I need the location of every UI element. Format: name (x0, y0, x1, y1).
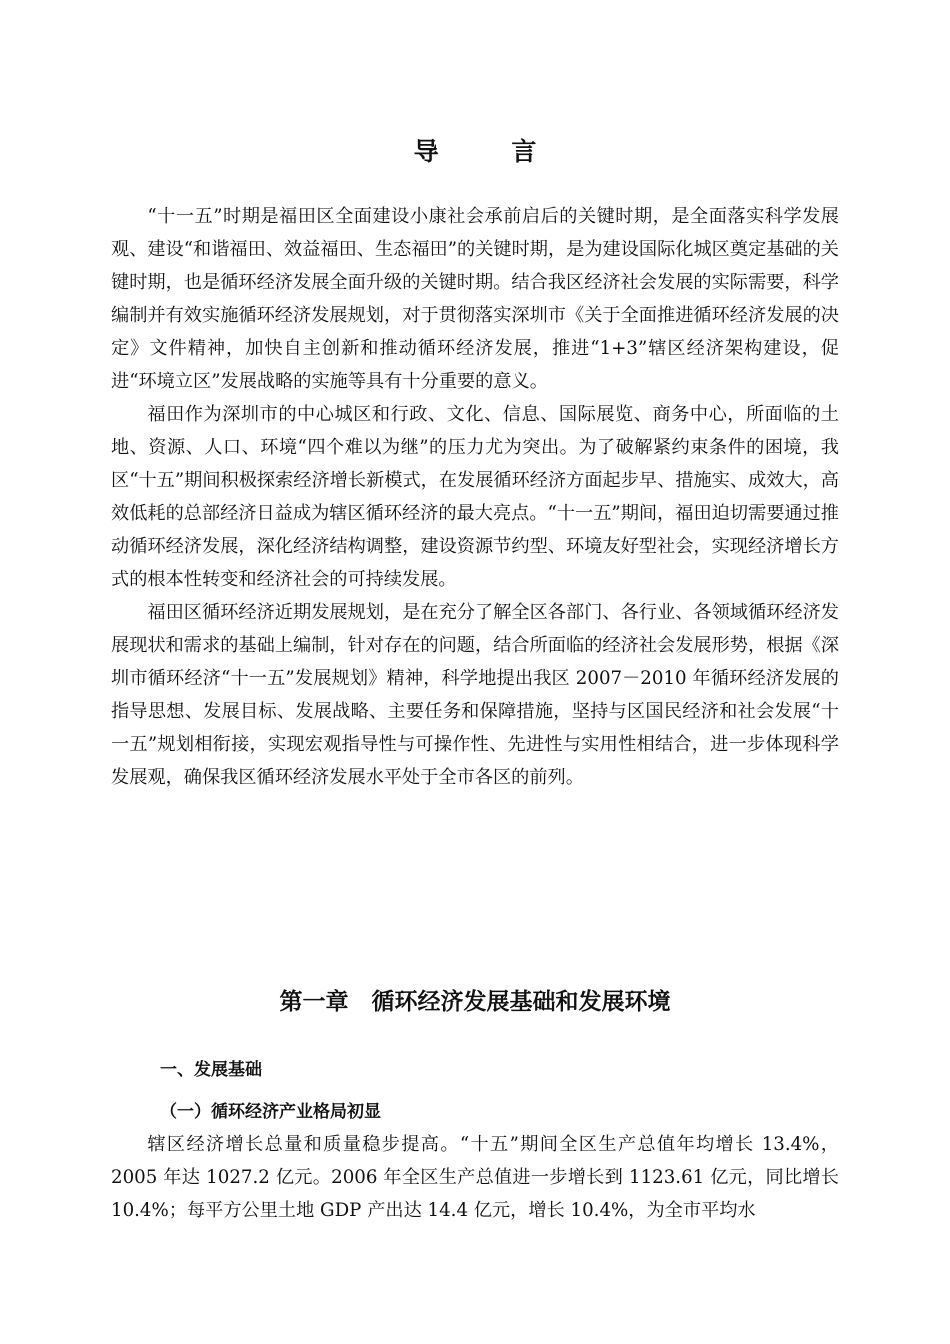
intro-paragraph-1: “十一五”时期是福田区全面建设小康社会承前启后的关键时期，是全面落实科学发展观、建设“和谐福田、效益福田、生态福田”的关键时期，是为建设国际化城区奠定基础的关键时期，也是循环经济发展全面升级的关键时期。结合我区经济社会发展的实际需要，科学编制并有效实施循环经济发展规划，对于贯彻落实深圳市《关于全面推进循环经济发展的决定》文件精神，加快自主创新和推动循环经济发展，推进“1+3”辖区经济架构建设，促进“环境立区”发展战略的实施等具有十分重要的意义。 (111, 206, 839, 392)
chapter-paragraph-1: 辖区经济增长总量和质量稳步提高。“十五”期间全区生产总值年均增长 13.4%，2005 年达 1027.2 亿元。2006 年全区生产总值进一步增长到 1123.61 亿元，同比增长 10.4%；每平方公里土地 GDP 产出达 14.4 亿元，增长 10.4%，为全市平均水 (111, 1134, 839, 1221)
intro-paragraph-2: 福田作为深圳市的中心城区和行政、文化、信息、国际展览、商务中心，所面临的土地、资源、人口、环境“四个难以为继”的压力尤为突出。为了破解紧约束条件的困境，我区“十五”期间积极探索经济增长新模式，在发展循环经济方面起步早、措施实、成效大，高效低耗的总部经济日益成为辖区循环经济的最大亮点。“十一五”期间，福田迫切需要通过推动循环经济发展，深化经济结构调整，建设资源节约型、环境友好型社会，实现经济增长方式的根本性转变和经济社会的可持续发展。 (111, 404, 839, 590)
chapter-title: 第一章 循环经济发展基础和发展环境 (279, 988, 671, 1015)
chapter-body (111, 1128, 839, 1227)
section-heading: 一、发展基础 (160, 1060, 262, 1080)
intro-body (111, 200, 839, 794)
intro-title: 导 言 (413, 137, 569, 166)
subsection-heading: （一）循环经济产业格局初显 (160, 1102, 381, 1122)
intro-paragraph-3: 福田区循环经济近期发展规划，是在充分了解全区各部门、各行业、各领域循环经济发展现状和需求的基础上编制，针对存在的问题，结合所面临的经济社会发展形势，根据《深圳市循环经济“十一五”发展规划》精神，科学地提出我区 2007－2010 年循环经济发展的指导思想、发展目标、发展战略、主要任务和保障措施，坚持与区国民经济和社会发展“十一五”规划相衔接，实现宏观指导性与可操作性、先进性与实用性相结合，进一步体现科学发展观，确保我区循环经济发展水平处于全市各区的前列。 (111, 602, 839, 788)
